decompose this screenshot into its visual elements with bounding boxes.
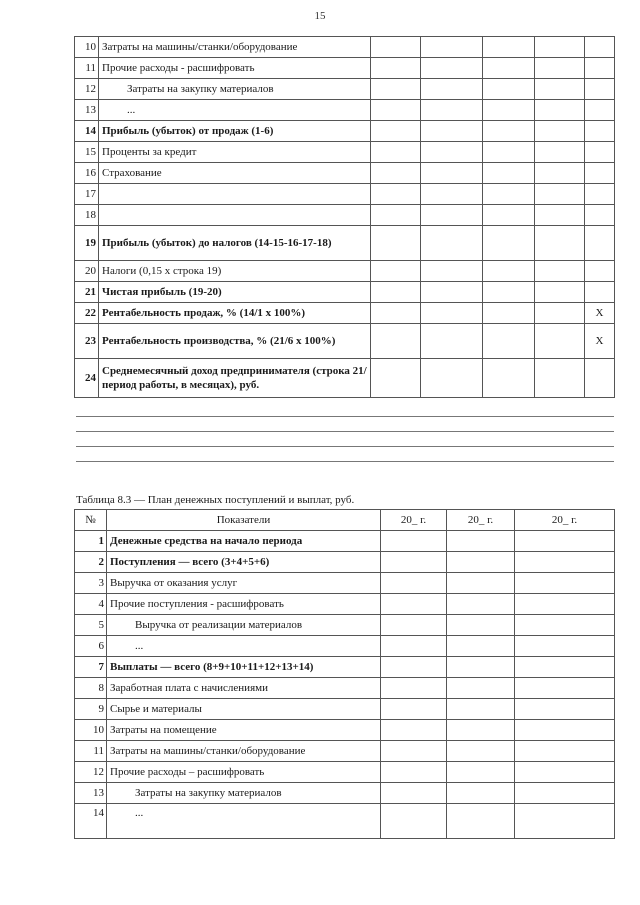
- table-row: [75, 741, 615, 762]
- row-label: Выручка от реализации материалов: [107, 615, 381, 636]
- row-number: 9: [75, 699, 107, 720]
- table-row: [75, 79, 615, 100]
- row-number: 8: [75, 678, 107, 699]
- value-cell: [483, 303, 535, 324]
- value-cell: [421, 58, 483, 79]
- value-cell: [483, 184, 535, 205]
- value-cell: [421, 100, 483, 121]
- value-cell: [535, 37, 585, 58]
- page-number: 15: [314, 10, 326, 22]
- row-label: Проценты за кредит: [99, 142, 371, 163]
- value-cell: [535, 303, 585, 324]
- blank-line: [76, 431, 614, 432]
- row-label: [99, 184, 371, 205]
- table-row: [75, 121, 615, 142]
- header-year-3: 20_ г.: [515, 510, 615, 531]
- value-cell: [483, 121, 535, 142]
- value-cell: [447, 531, 515, 552]
- table-row: [75, 184, 615, 205]
- value-cell: [421, 37, 483, 58]
- value-cell: [515, 678, 615, 699]
- table-caption: Таблица 8.3 — План денежных поступлений и выплат, руб.: [76, 494, 355, 506]
- value-cell: [515, 552, 615, 573]
- row-number: 14: [75, 121, 99, 142]
- table-row: [75, 804, 615, 839]
- table-row: [75, 678, 615, 699]
- value-cell: [371, 324, 421, 359]
- value-cell: [515, 657, 615, 678]
- value-cell: [421, 79, 483, 100]
- header-number: №: [75, 510, 107, 531]
- table-row: [75, 636, 615, 657]
- value-cell: [483, 324, 535, 359]
- value-cell: [515, 573, 615, 594]
- value-cell: [535, 226, 585, 261]
- value-cell: [483, 359, 535, 398]
- table-header-row: [75, 510, 615, 531]
- value-cell: [381, 804, 447, 839]
- value-cell: [535, 261, 585, 282]
- value-cell: [515, 531, 615, 552]
- row-number: 22: [75, 303, 99, 324]
- value-cell: [447, 615, 515, 636]
- value-cell: [371, 205, 421, 226]
- row-number: 24: [75, 359, 99, 398]
- value-cell: [447, 573, 515, 594]
- value-cell: [535, 79, 585, 100]
- row-number: 3: [75, 573, 107, 594]
- row-number: 20: [75, 261, 99, 282]
- row-number: 15: [75, 142, 99, 163]
- value-cell: [381, 615, 447, 636]
- row-number: 12: [75, 79, 99, 100]
- row-number: 17: [75, 184, 99, 205]
- value-cell: [421, 121, 483, 142]
- header-indicators: Показатели: [107, 510, 381, 531]
- row-number: 2: [75, 552, 107, 573]
- row-number: 23: [75, 324, 99, 359]
- blank-line: [76, 461, 614, 462]
- row-number: 12: [75, 762, 107, 783]
- row-number: 16: [75, 163, 99, 184]
- value-cell: [515, 783, 615, 804]
- table-row: [75, 142, 615, 163]
- row-label: Поступления — всего (3+4+5+6): [107, 552, 381, 573]
- value-cell: [447, 552, 515, 573]
- value-cell: [371, 282, 421, 303]
- value-cell: [381, 741, 447, 762]
- table-row: [75, 531, 615, 552]
- row-number: 19: [75, 226, 99, 261]
- value-cell: [381, 552, 447, 573]
- row-number: 7: [75, 657, 107, 678]
- row-label: Затраты на закупку материалов: [107, 783, 381, 804]
- table-row: [75, 100, 615, 121]
- value-cell: [447, 741, 515, 762]
- value-cell: [483, 261, 535, 282]
- value-cell: [447, 678, 515, 699]
- mark-cell: [585, 184, 615, 205]
- value-cell: [447, 636, 515, 657]
- row-label: Прочие поступления - расшифровать: [107, 594, 381, 615]
- value-cell: [371, 303, 421, 324]
- row-label: Чистая прибыль (19-20): [99, 282, 371, 303]
- value-cell: [515, 762, 615, 783]
- profit-table: [74, 36, 615, 398]
- value-cell: [371, 359, 421, 398]
- value-cell: [421, 163, 483, 184]
- mark-cell: [585, 205, 615, 226]
- value-cell: [483, 205, 535, 226]
- mark-cell: [585, 282, 615, 303]
- value-cell: [447, 699, 515, 720]
- mark-cell: X: [585, 324, 615, 359]
- value-cell: [381, 678, 447, 699]
- row-number: 4: [75, 594, 107, 615]
- table-row: [75, 762, 615, 783]
- mark-cell: [585, 100, 615, 121]
- row-label: Сырье и материалы: [107, 699, 381, 720]
- value-cell: [483, 100, 535, 121]
- value-cell: [371, 121, 421, 142]
- row-label: Денежные средства на начало периода: [107, 531, 381, 552]
- value-cell: [535, 205, 585, 226]
- row-label: Рентабельность продаж, % (14/1 х 100%): [99, 303, 371, 324]
- row-number: 13: [75, 783, 107, 804]
- mark-cell: [585, 163, 615, 184]
- row-label: Прочие расходы - расшифровать: [99, 58, 371, 79]
- row-label: Заработная плата с начислениями: [107, 678, 381, 699]
- value-cell: [421, 184, 483, 205]
- row-label: ...: [107, 804, 381, 839]
- value-cell: [371, 226, 421, 261]
- row-number: 10: [75, 720, 107, 741]
- value-cell: [483, 79, 535, 100]
- value-cell: [421, 142, 483, 163]
- value-cell: [371, 100, 421, 121]
- blank-line: [76, 416, 614, 417]
- value-cell: [535, 184, 585, 205]
- value-cell: [421, 324, 483, 359]
- value-cell: [515, 594, 615, 615]
- row-label: Страхование: [99, 163, 371, 184]
- table-row: [75, 615, 615, 636]
- row-label: ...: [107, 636, 381, 657]
- row-number: 11: [75, 741, 107, 762]
- table-row: [75, 594, 615, 615]
- table-row: [75, 657, 615, 678]
- value-cell: [381, 531, 447, 552]
- value-cell: [447, 594, 515, 615]
- value-cell: [483, 142, 535, 163]
- value-cell: [515, 615, 615, 636]
- value-cell: [483, 282, 535, 303]
- table-row: [75, 37, 615, 58]
- value-cell: [371, 142, 421, 163]
- row-number: 1: [75, 531, 107, 552]
- table-row: [75, 261, 615, 282]
- value-cell: [515, 720, 615, 741]
- row-label: Затраты на машины/станки/оборудование: [107, 741, 381, 762]
- table-row: [75, 359, 615, 398]
- value-cell: [483, 163, 535, 184]
- row-label: [99, 205, 371, 226]
- value-cell: [515, 741, 615, 762]
- row-label: Среднемесячный доход предпринимателя (строка 21/период работы, в месяцах), руб.: [99, 359, 371, 398]
- blank-line: [76, 446, 614, 447]
- value-cell: [381, 657, 447, 678]
- row-number: 13: [75, 100, 99, 121]
- value-cell: [535, 324, 585, 359]
- mark-cell: X: [585, 303, 615, 324]
- row-number: 10: [75, 37, 99, 58]
- value-cell: [535, 359, 585, 398]
- value-cell: [447, 804, 515, 839]
- value-cell: [535, 58, 585, 79]
- table-row: [75, 720, 615, 741]
- row-label: Затраты на машины/станки/оборудование: [99, 37, 371, 58]
- header-year-1: 20_ г.: [381, 510, 447, 531]
- value-cell: [447, 762, 515, 783]
- value-cell: [421, 359, 483, 398]
- value-cell: [483, 58, 535, 79]
- row-label: Выплаты — всего (8+9+10+11+12+13+14): [107, 657, 381, 678]
- value-cell: [421, 261, 483, 282]
- table-row: [75, 552, 615, 573]
- row-label: ...: [99, 100, 371, 121]
- row-number: 11: [75, 58, 99, 79]
- table-row: [75, 282, 615, 303]
- mark-cell: [585, 359, 615, 398]
- value-cell: [371, 261, 421, 282]
- value-cell: [371, 79, 421, 100]
- row-label: Прибыль (убыток) от продаж (1-6): [99, 121, 371, 142]
- value-cell: [421, 226, 483, 261]
- mark-cell: [585, 142, 615, 163]
- value-cell: [381, 573, 447, 594]
- value-cell: [447, 720, 515, 741]
- row-label: Выручка от оказания услуг: [107, 573, 381, 594]
- value-cell: [381, 762, 447, 783]
- row-label: Затраты на закупку материалов: [99, 79, 371, 100]
- cash-flow-table: [74, 509, 615, 839]
- value-cell: [421, 205, 483, 226]
- value-cell: [371, 184, 421, 205]
- value-cell: [421, 282, 483, 303]
- value-cell: [447, 783, 515, 804]
- row-number: 14: [75, 804, 107, 839]
- table-row: [75, 163, 615, 184]
- table-row: [75, 699, 615, 720]
- value-cell: [535, 282, 585, 303]
- value-cell: [381, 636, 447, 657]
- table-row: [75, 783, 615, 804]
- mark-cell: [585, 37, 615, 58]
- value-cell: [535, 121, 585, 142]
- mark-cell: [585, 79, 615, 100]
- table-row: [75, 303, 615, 324]
- value-cell: [483, 226, 535, 261]
- table-row: [75, 205, 615, 226]
- row-number: 6: [75, 636, 107, 657]
- table-row: [75, 573, 615, 594]
- value-cell: [381, 720, 447, 741]
- row-number: 18: [75, 205, 99, 226]
- value-cell: [371, 58, 421, 79]
- row-label: Прибыль (убыток) до налогов (14-15-16-17-18): [99, 226, 371, 261]
- value-cell: [381, 594, 447, 615]
- value-cell: [535, 163, 585, 184]
- value-cell: [421, 303, 483, 324]
- value-cell: [381, 783, 447, 804]
- mark-cell: [585, 261, 615, 282]
- table-row: [75, 324, 615, 359]
- header-year-2: 20_ г.: [447, 510, 515, 531]
- row-label: Рентабельность производства, % (21/6 х 100%): [99, 324, 371, 359]
- row-label: Прочие расходы – расшифровать: [107, 762, 381, 783]
- value-cell: [515, 804, 615, 839]
- row-label: Затраты на помещение: [107, 720, 381, 741]
- value-cell: [381, 699, 447, 720]
- row-number: 5: [75, 615, 107, 636]
- value-cell: [447, 657, 515, 678]
- row-label: Налоги (0,15 х строка 19): [99, 261, 371, 282]
- table-row: [75, 226, 615, 261]
- mark-cell: [585, 58, 615, 79]
- value-cell: [535, 100, 585, 121]
- table-row: [75, 58, 615, 79]
- value-cell: [535, 142, 585, 163]
- value-cell: [371, 37, 421, 58]
- row-number: 21: [75, 282, 99, 303]
- value-cell: [515, 699, 615, 720]
- value-cell: [483, 37, 535, 58]
- mark-cell: [585, 121, 615, 142]
- value-cell: [515, 636, 615, 657]
- mark-cell: [585, 226, 615, 261]
- value-cell: [371, 163, 421, 184]
